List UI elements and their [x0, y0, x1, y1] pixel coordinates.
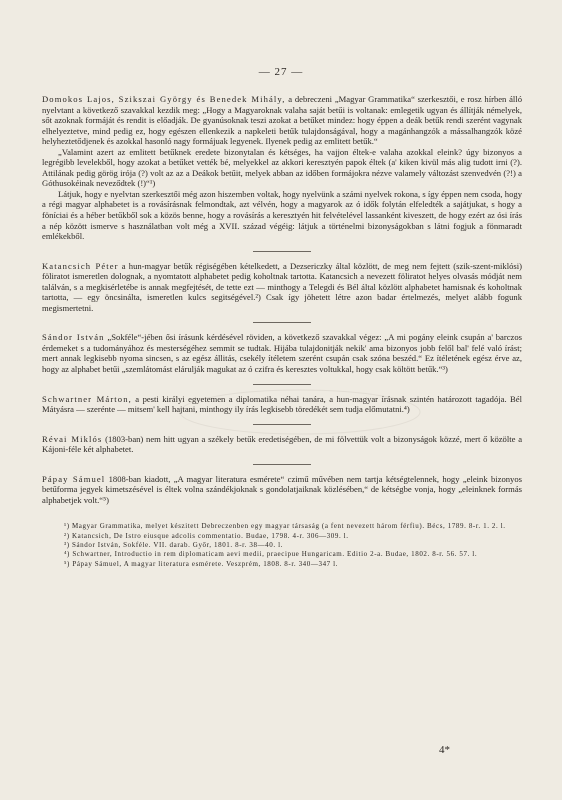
author-names: Domokos Lajos, Szikszai György és Benedek Mihály, [42, 94, 286, 104]
author-name: Sándor István [42, 332, 105, 343]
section-sandor [42, 332, 522, 374]
paragraph [42, 261, 522, 314]
section-divider [253, 322, 311, 323]
paragraph [42, 94, 522, 147]
footnote: ⁴) Schwartner, Introductio in rem diplomaticam aevi medii, praecipue Hungaricam. Editio 2-a. Budae, 1802. 8-r. 56. 57. l. [64, 550, 478, 559]
paragraph-text: a hun-magyar betűk régiségében kételkedett, a Dezsericzky által közlött, de meg nem fejtett (szik-szent-miklósi) föliratot ismeretlen dolognak, a nyomtatott alphabetet pedig koholtnak tartotta. Katancsich a nevezett föliratot helyes olvasás módját nem találván, s a megkisérletébe is annak megfejtését, de tette ezt — minthogy a Telegdi és Bél által közlött alphabetet hamisnak és koholtnak tartotta, — egy öncsináltа, ismeretlen kulcs segitségével.²) Csak így jöhetett létre azon badar értelmezés, melyet alább fogunk megismertetni. [42, 260, 522, 313]
footnote: ¹) Magyar Grammatika, melyet készitett Debreczenben egy magyar társaság (a fent nevezett három férfiu). Bécs, 1789. 8-r. 1. 2. l. [64, 522, 506, 531]
paragraph-text: Látjuk, hogy e nyelvtan szerkesztői még azon hiszemben voltak, hogy nyelvünk a számi nyelvek rokona, s így éppen nem csoda, hogy a régi magyar alphabetet is a rovásírásnak felmondtak, azt vélvén, hogy a magyarok az ó idők folytán elfeledték a sajátjukat, s hogy a föníciai és a héber betűkből sok a közös benne, hogy a rovásírás a keresztyén hit felvételével lassanként kiveszett, de hogy ezért az ósi írás a nép között ismerve s használatban volt még a XVII. század végéig: látjuk a történelmi bizonyságokban s látni fogjuk a fönmaradt emlékekből. [42, 188, 522, 242]
paragraph-text: (1803-ban) nem hitt ugyan a székely betűk eredetiségében, de mi fölvettük volt a bizonyságok közzé, mert ő közölte a Kájoni-féle két alphabetet. [42, 433, 523, 455]
paragraph [42, 189, 522, 242]
section-schwartner [42, 394, 522, 415]
section-divider [253, 464, 311, 465]
body-text [42, 94, 522, 569]
paragraph [42, 147, 522, 189]
paragraph [42, 394, 522, 415]
section-divider [253, 424, 311, 425]
footnote: ⁵) Pápay Sámuel, A magyar literatura esmérete. Veszprém, 1808. 8-r. 340—347 l. [64, 559, 339, 568]
paragraph-text: „Sokféle“-jében ősi írásunk kérdésével röviden, a következő szavakkal végez: „A mi pogány eleink csupán a' barczos érdemeket s a tudományához és mesterségéhez semmit se tudtak. Hijába tulajdonitják nekik' ama bizonyos jobb felől bal' felé való írást; mert annak legkisebb nyoma sincsen, s az egész állitás, csekély ítéletem szerént csupán csak szóna beszéd.“ Ez ítéletének egész érve az, hogy az alphabet betűi „szemlátomást elárulják magukat az ó czifra és keresztes voltukkal, hogy csak költött betűk.“³) [42, 332, 522, 375]
author-name: Révai Miklós [42, 433, 103, 444]
section-domokos [42, 94, 522, 242]
paragraph [42, 474, 522, 506]
section-divider [253, 384, 311, 385]
paragraph [42, 332, 522, 374]
paragraph-text: a debreczeni „Magyar Grammatika“ szerkesztői, e rosz hírben álló nyelvtant a következő szavakkal kezdik meg: „Hogy a Magyaroknak valaha saját betűi is voltanak: emlegetik ugyan és állítják némelyek, sőt azoknak formáját és rendit is előadják. De gyanúsoknak teszi azokat a betűket mindez: hogy éppen a deák betűk rendi szerént vagynak elhelyeztetve, mind pedig ez, hogy egészen ellenkezik a napkeleti betűk tulajdonságával, hogy a magánhangzók a mássalhangzók közé helyheztetődjenek és azokkal hasonló nagy formájuak legyenek. Ilyenek pedig az emlitett betűk.“ [42, 94, 522, 147]
author-name: Schwartner Márton, [42, 393, 132, 404]
footnote: ³) Sándor István, Sokféle. VII. darab. Győr, 1801. 8-r. 38—40. l. [64, 541, 283, 549]
section-katancsich [42, 261, 522, 314]
author-name: Katancsich Péter [42, 260, 119, 271]
section-papay [42, 474, 522, 506]
paragraph-text: a pesti királyi egyetemen a diplomatika néhai tanára, a hun-magyar írásnak szintén határozott tagadója. Bél Mátyásra — szerénte — mitsem' kell hajtani, minthogy ily írás legkisebb töredékét sem tudja előmutatni.⁴) [42, 393, 522, 415]
signature-mark: 4* [439, 744, 450, 756]
paragraph-text: 1808-ban kiadott, „A magyar literatura esmérete“ czimű művében nem tartja kétségtelennek, hogy „eleink bizonyos betűforma jegyek kimetszésével is éltek volna szándékjoknak s gondolatjaiknak közlésében,“ de kétségbe vonja, hogy „eleinknek formás alphabetjek volt.“⁵) [42, 473, 522, 505]
section-revai [42, 434, 522, 455]
author-name: Pápay Sámuel [42, 473, 106, 484]
page-number: — 27 — [258, 66, 304, 78]
paragraph [42, 434, 522, 455]
footnote: ²) Katancsich, De Istro eiusque adcolis commentatio. Budae, 1798. 4-r. 306—309. l. [64, 531, 349, 540]
footnotes [42, 522, 522, 568]
paragraph-text: „Valamint azert az emlitett betűknek eredete bizonytalan és kétséges, ha vajjon éltek-e valaha azokkal eleink? úgy bizonyos a legrégibb levelekből, hogy azokat a betűket vették bé, melyekkel az akkori keresztyén papok éltek (a' kiken kivül más alig tudott irni (?). Attilának pedig görög irója (?) volt az az a Deákok betűit, melyek abban az időben formájokra nézve valamely változást szenvedvén (?!) a Góthusokéinak neveződtek (!)“¹) [42, 146, 522, 189]
section-divider [253, 251, 311, 252]
